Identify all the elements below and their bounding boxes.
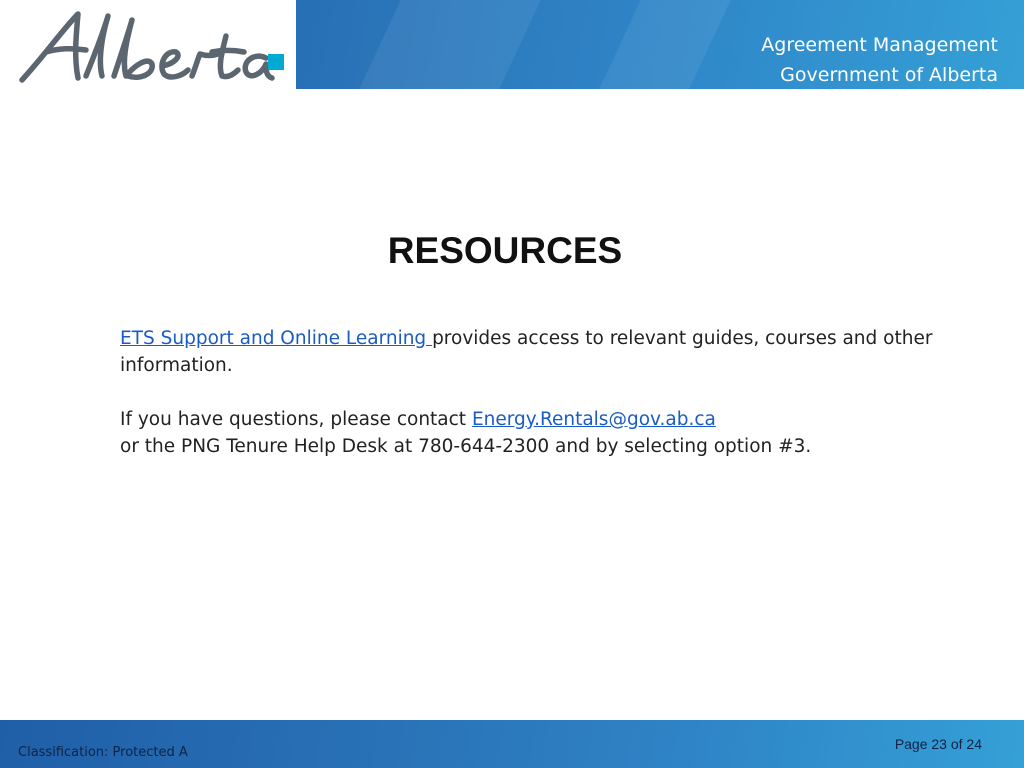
page-number: Page 23 of 24 <box>894 736 982 752</box>
email-link[interactable]: Energy.Rentals@gov.ab.ca <box>471 409 716 430</box>
paragraph-ets <box>120 325 940 379</box>
header-line-1: Agreement Management <box>761 34 998 56</box>
header-line-2: Government of Alberta <box>780 64 998 86</box>
header-decoration <box>599 0 731 89</box>
classification-label: Classification: Protected A <box>18 745 188 760</box>
footer-bar <box>0 720 1024 768</box>
body-content <box>120 325 940 460</box>
header-titles <box>761 30 998 89</box>
paragraph-ets-text: provides access to relevant guides, courses and other information. <box>120 328 933 376</box>
contact-text: If you have questions, please contact <box>120 409 472 430</box>
page-title: RESOURCES <box>387 230 623 271</box>
paragraph-helpdesk: or the PNG Tenure Help Desk at 780-644-2300 and by selecting option #3. <box>120 436 812 457</box>
ets-support-link[interactable]: ETS Support and Online Learning <box>120 328 433 349</box>
header-decoration <box>359 0 541 89</box>
paragraph-contact <box>120 406 940 433</box>
logo-area <box>0 0 296 89</box>
alberta-logo <box>16 6 288 86</box>
header-banner <box>0 0 1024 89</box>
